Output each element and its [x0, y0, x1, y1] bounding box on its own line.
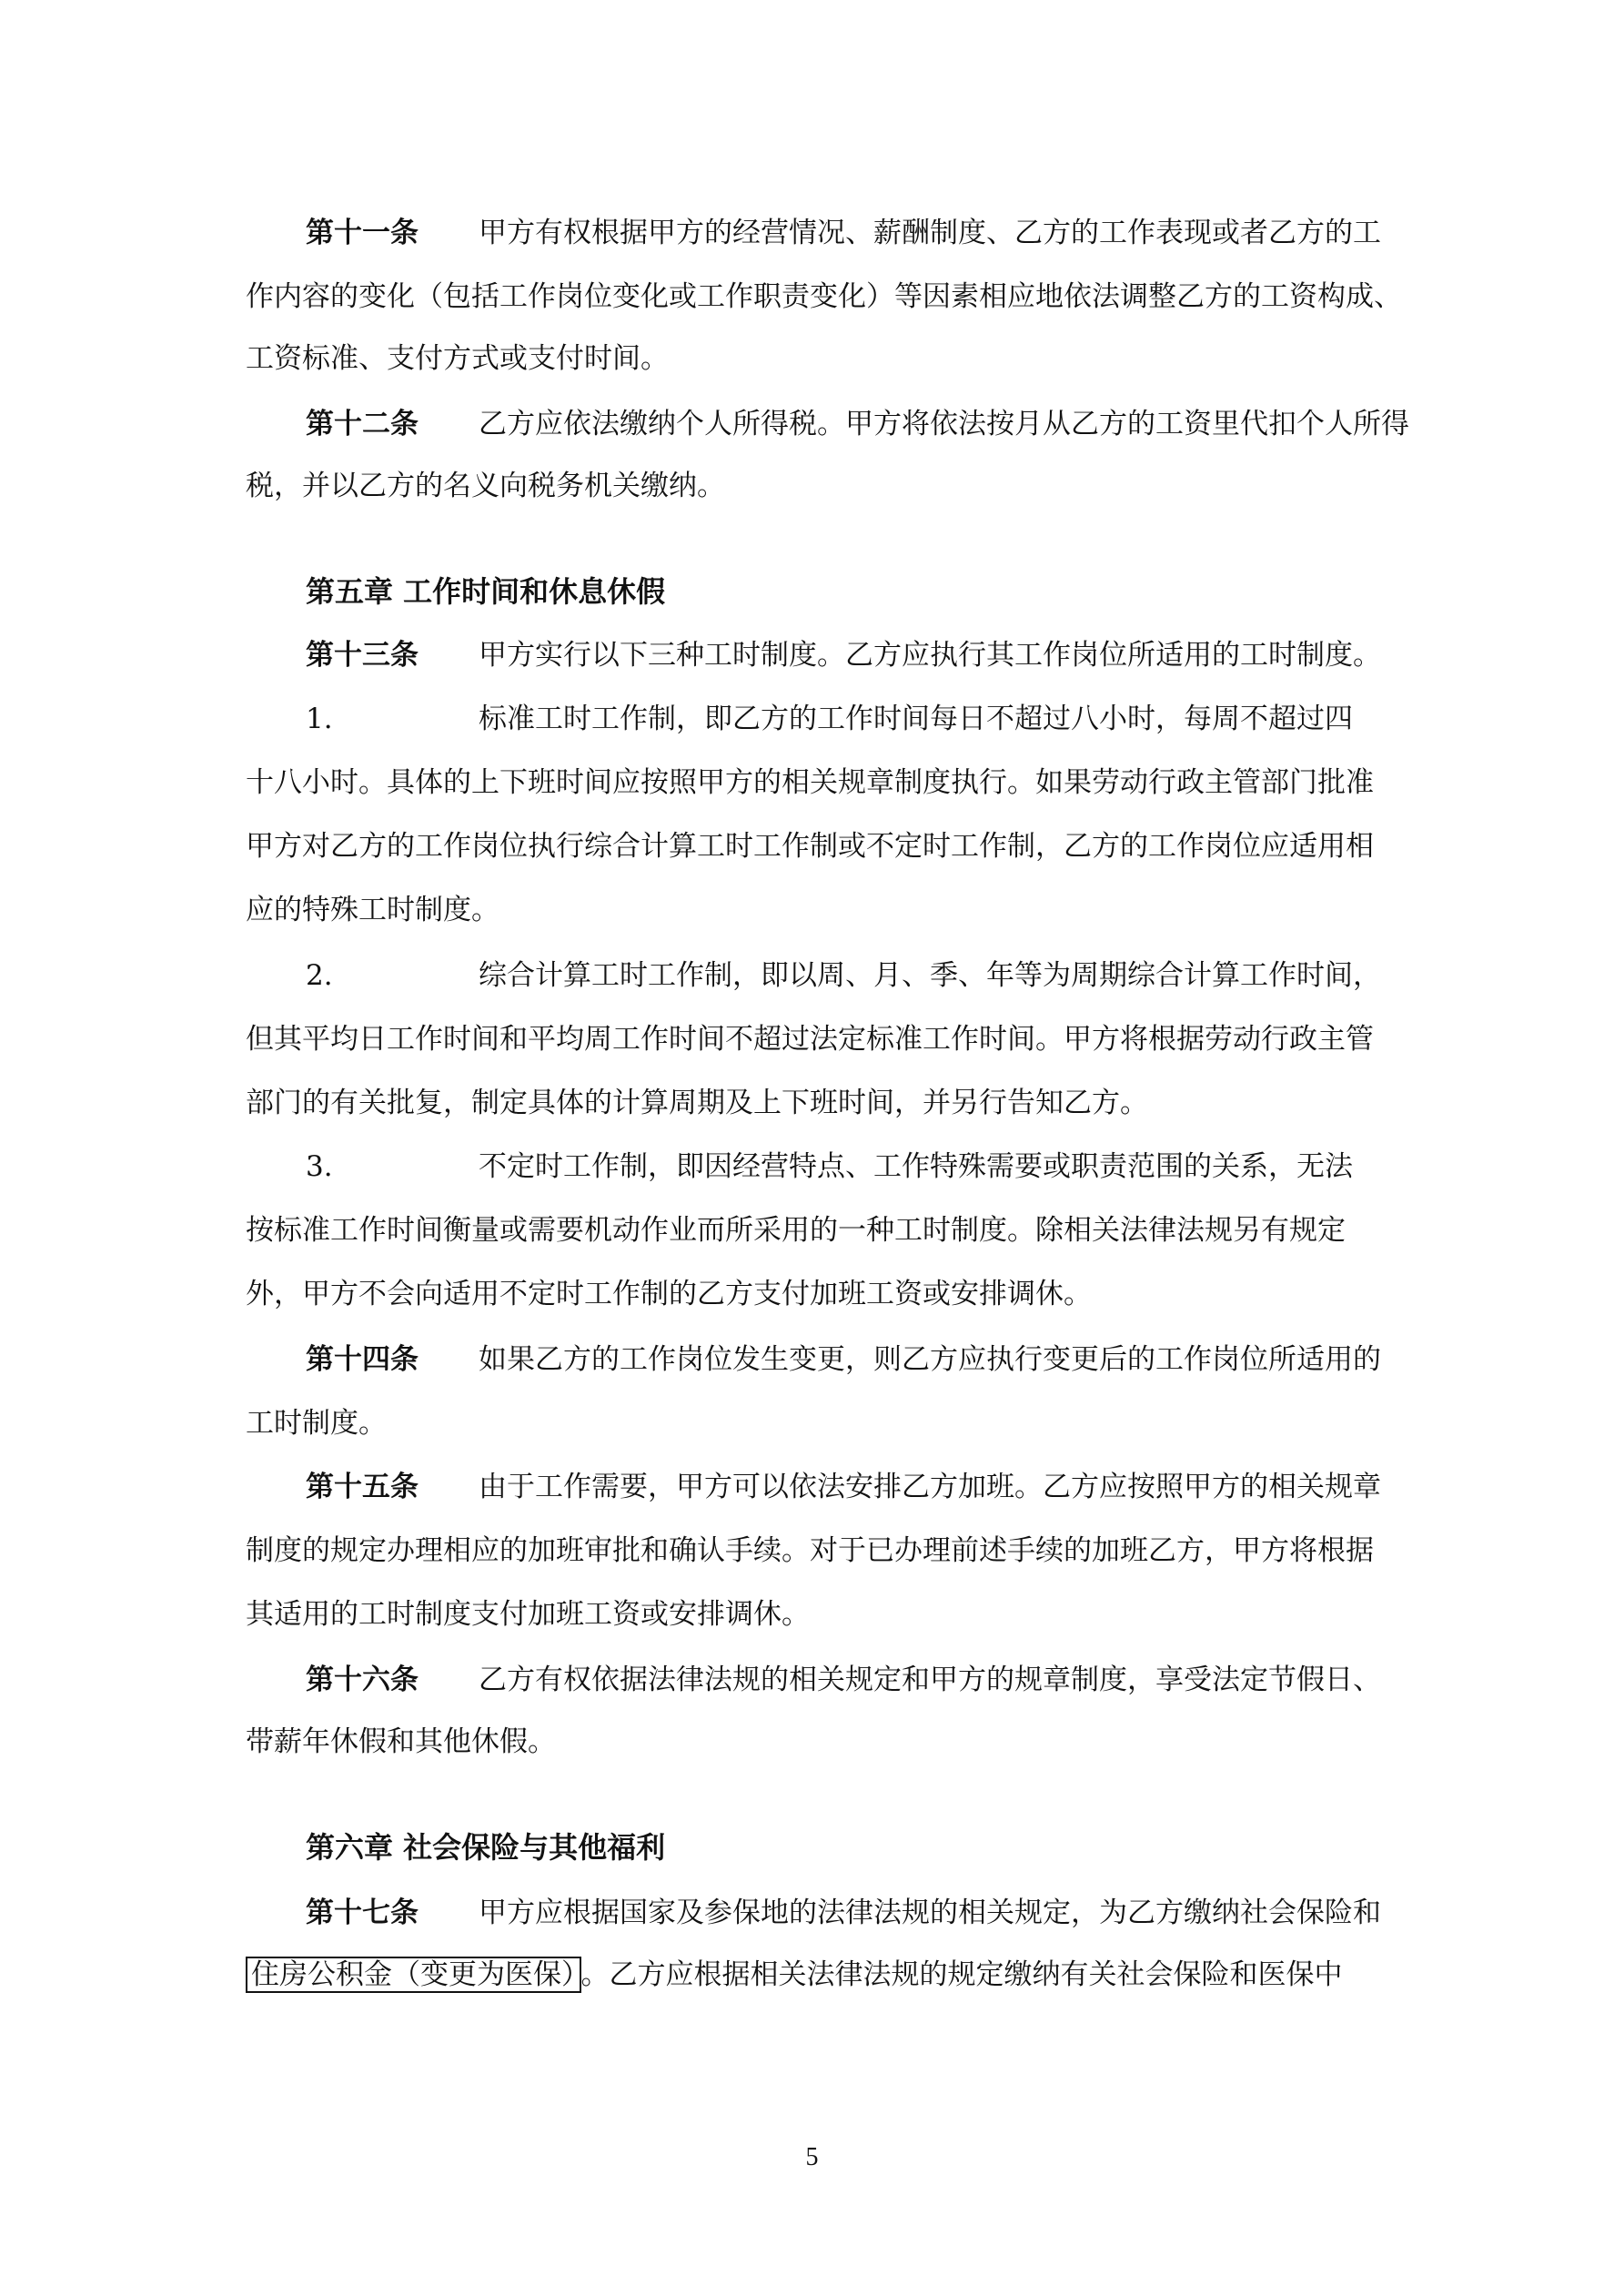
article-13-line-1: 第十三条 甲方实行以下三种工时制度。乙方应执行其工作岗位所适用的工时制度。 — [306, 639, 1381, 672]
item-2-number: 2. — [306, 959, 333, 992]
article-11-label: 第十一条 — [306, 217, 419, 249]
item-1-line-3: 甲方对乙方的工作岗位执行综合计算工时工作制或不定时工作制，乙方的工作岗位应适用相 — [246, 830, 1374, 863]
chapter-5-heading: 第五章 工作时间和休息休假 — [306, 574, 666, 609]
article-15-line-3: 其适用的工时制度支付加班工资或安排调休。 — [246, 1598, 810, 1631]
item-2-line-1: 2. 综合计算工时工作制，即以周、月、季、年等为周期综合计算工作时间， — [306, 959, 1381, 992]
article-14-line-1: 第十四条 如果乙方的工作岗位发生变更，则乙方应执行变更后的工作岗位所适用的 — [306, 1343, 1381, 1376]
item-1-line-2: 十八小时。具体的上下班时间应按照甲方的相关规章制度执行。如果劳动行政主管部门批准 — [246, 766, 1374, 799]
item-3-line-2: 按标准工作时间衡量或需要机动作业而所采用的一种工时制度。除相关法律法规另有规定 — [246, 1214, 1346, 1247]
item-1-line-1: 1. 标准工时工作制，即乙方的工作时间每日不超过八小时，每周不超过四 — [306, 703, 1353, 735]
article-13-label: 第十三条 — [306, 639, 419, 672]
article-12-line-2: 税，并以乙方的名义向税务机关缴纳。 — [246, 470, 725, 502]
boxed-annotation: 住房公积金（变更为医保） — [246, 1957, 581, 1993]
article-16-line-2: 带薪年休假和其他休假。 — [246, 1725, 556, 1758]
item-3-number: 3. — [306, 1150, 333, 1183]
article-12-line-1: 第十二条 乙方应依法缴纳个人所得税。甲方将依法按月从乙方的工资里代扣个人所得 — [306, 408, 1409, 440]
article-16-line-1: 第十六条 乙方有权依据法律法规的相关规定和甲方的规章制度，享受法定节假日、 — [306, 1664, 1381, 1696]
item-2-line-2: 但其平均日工作时间和平均周工作时间不超过法定标准工作时间。甲方将根据劳动行政主管 — [246, 1023, 1374, 1056]
article-11-line-3: 工资标准、支付方式或支付时间。 — [246, 342, 669, 375]
item-1-number: 1. — [306, 703, 333, 735]
article-16-label: 第十六条 — [306, 1664, 419, 1696]
article-14-line-2: 工时制度。 — [246, 1407, 387, 1440]
article-15-line-2: 制度的规定办理相应的加班审批和确认手续。对于已办理前述手续的加班乙方，甲方将根据 — [246, 1534, 1374, 1567]
article-15-line-1: 第十五条 由于工作需要，甲方可以依法安排乙方加班。乙方应按照甲方的相关规章 — [306, 1471, 1381, 1503]
item-3-line-3: 外，甲方不会向适用不定时工作制的乙方支付加班工资或安排调休。 — [246, 1278, 1092, 1310]
article-17-line-1: 第十七条 甲方应根据国家及参保地的法律法规的相关规定，为乙方缴纳社会保险和 — [306, 1896, 1381, 1929]
article-11-line-2: 作内容的变化（包括工作岗位变化或工作职责变化）等因素相应地依法调整乙方的工资构成、 — [246, 280, 1402, 313]
article-15-label: 第十五条 — [306, 1471, 419, 1503]
article-11-line-1: 第十一条 甲方有权根据甲方的经营情况、薪酬制度、乙方的工作表现或者乙方的工 — [306, 217, 1381, 249]
item-2-line-3: 部门的有关批复，制定具体的计算周期及上下班时间，并另行告知乙方。 — [246, 1087, 1148, 1119]
item-1-line-4: 应的特殊工时制度。 — [246, 894, 499, 926]
article-17-line-2: 住房公积金（变更为医保） 。乙方应根据相关法律法规的规定缴纳有关社会保险和医保中 — [246, 1957, 1383, 1993]
page-number: 5 — [805, 2143, 819, 2171]
article-14-label: 第十四条 — [306, 1343, 419, 1376]
article-12-label: 第十二条 — [306, 408, 419, 440]
item-3-line-1: 3. 不定时工作制，即因经营特点、工作特殊需要或职责范围的关系，无法 — [306, 1150, 1353, 1183]
article-17-label: 第十七条 — [306, 1896, 419, 1929]
chapter-6-heading: 第六章 社会保险与其他福利 — [306, 1830, 666, 1865]
